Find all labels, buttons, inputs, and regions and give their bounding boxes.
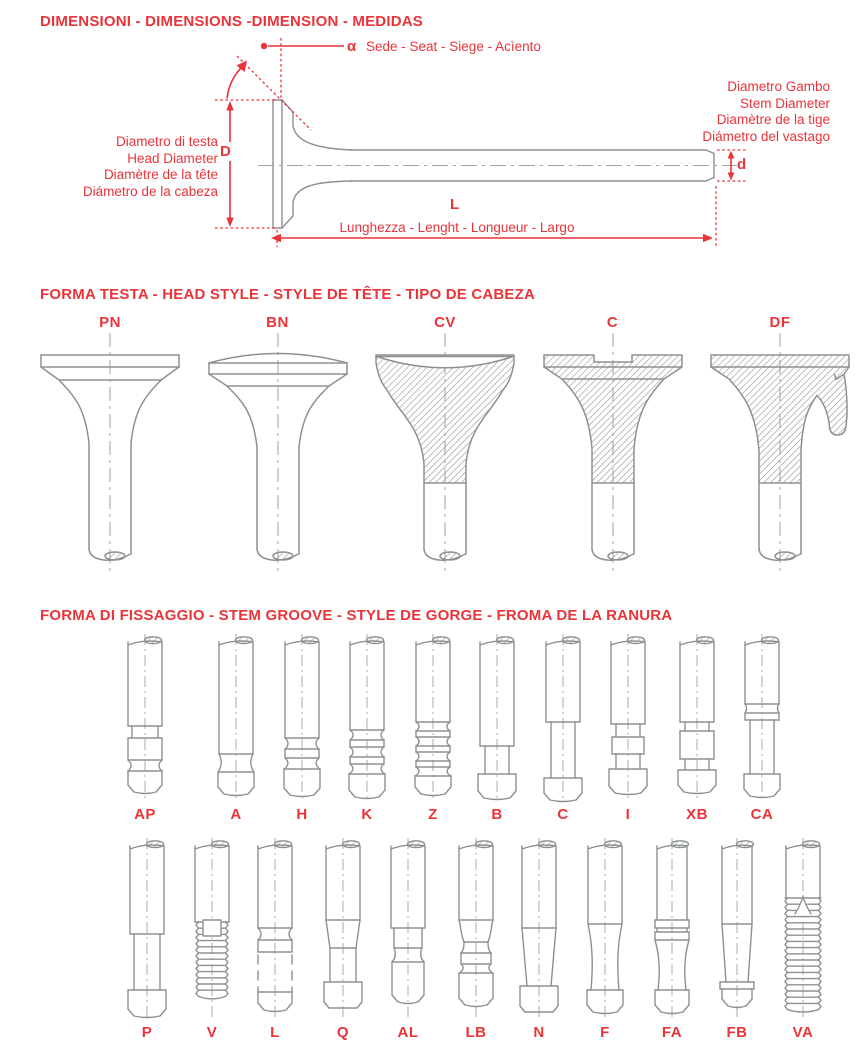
stem-groove-item-b bbox=[465, 634, 529, 823]
stem-groove-code: P bbox=[141, 1024, 153, 1041]
stem-groove-drawing-ap bbox=[115, 634, 175, 802]
stem-groove-item-al bbox=[376, 838, 440, 1041]
head-style-code: PN bbox=[99, 314, 121, 331]
stem-groove-code: Q bbox=[336, 1024, 350, 1041]
head-style-item-c bbox=[538, 314, 688, 578]
stem-groove-code: B bbox=[491, 806, 503, 823]
stem-groove-drawing-xb bbox=[667, 634, 727, 802]
stem-groove-code: XB bbox=[686, 806, 708, 823]
stem-groove-item-p bbox=[115, 838, 179, 1041]
stem-groove-drawing-ca bbox=[732, 634, 792, 802]
seat-label: Sede - Seat - Siege - Acìento bbox=[366, 39, 541, 54]
stem-groove-drawing-h bbox=[272, 634, 332, 802]
stem-groove-code: CA bbox=[750, 806, 774, 823]
seat-angle-symbol: α bbox=[347, 38, 357, 55]
stem-diameter-label bbox=[702, 79, 830, 145]
stem-groove-drawing-l bbox=[245, 838, 305, 1020]
stem-groove-code: LB bbox=[465, 1024, 487, 1041]
stem-groove-drawing-i bbox=[598, 634, 658, 802]
stem-groove-item-q bbox=[311, 838, 375, 1041]
stem-groove-drawing-v bbox=[182, 838, 242, 1020]
stem-groove-code: V bbox=[206, 1024, 218, 1041]
stem-groove-item-k bbox=[335, 634, 399, 823]
length-label: Lunghezza - Lenght - Longueur - Largo bbox=[339, 220, 575, 235]
head-style-drawing-c bbox=[538, 333, 688, 578]
stem-diameter-line-it: Diametro Gambo bbox=[727, 79, 830, 94]
head-style-drawing-bn bbox=[203, 333, 353, 578]
head-diameter-symbol: D bbox=[220, 143, 231, 160]
stem-groove-item-va bbox=[771, 838, 835, 1041]
stem-groove-item-lb bbox=[444, 838, 508, 1041]
head-diameter-line-es: Diámetro de la cabeza bbox=[82, 183, 218, 199]
stem-groove-item-n bbox=[507, 838, 571, 1041]
head-diameter-label bbox=[83, 134, 218, 200]
stem-groove-code: I bbox=[625, 806, 631, 823]
stem-groove-code: F bbox=[600, 1024, 610, 1041]
head-style-item-bn bbox=[203, 314, 353, 578]
stem-groove-code: FB bbox=[726, 1024, 748, 1041]
stem-groove-drawing-al bbox=[378, 838, 438, 1020]
stem-groove-code: VA bbox=[792, 1024, 814, 1041]
head-style-item-cv bbox=[370, 314, 520, 578]
stem-groove-code: L bbox=[270, 1024, 280, 1041]
stem-groove-code: K bbox=[361, 806, 373, 823]
stem-groove-drawing-a bbox=[206, 634, 266, 802]
stem-groove-drawing-va bbox=[773, 838, 833, 1020]
stem-groove-drawing-q bbox=[313, 838, 373, 1020]
head-style-item-df bbox=[705, 314, 855, 578]
stem-groove-code: A bbox=[230, 806, 242, 823]
dimension-extension-lines bbox=[215, 38, 748, 247]
head-style-code: BN bbox=[266, 314, 289, 331]
head-diameter-line-it: Diametro di testa bbox=[115, 134, 218, 149]
stem-groove-drawing-p bbox=[117, 838, 177, 1020]
stem-groove-code: C bbox=[557, 806, 569, 823]
stem-groove-drawing-z bbox=[403, 634, 463, 802]
stem-groove-drawing-fb bbox=[707, 838, 767, 1020]
stem-groove-drawing-b bbox=[467, 634, 527, 802]
stem-groove-drawing-c bbox=[533, 634, 593, 802]
stem-groove-drawing-fa bbox=[642, 838, 702, 1020]
stem-groove-drawing-lb bbox=[446, 838, 506, 1020]
stem-groove-item-fb bbox=[705, 838, 769, 1041]
stem-groove-item-a bbox=[204, 634, 268, 823]
stem-groove-section-title: FORMA DI FISSAGGIO - STEM GROOVE - STYLE DE GORGE - FROMA DE LA RANURA bbox=[40, 607, 673, 624]
stem-groove-item-c bbox=[531, 634, 595, 823]
stem-groove-drawing-n bbox=[509, 838, 569, 1020]
stem-diameter-line-fr: Diamètre de la tige bbox=[716, 112, 830, 127]
stem-groove-item-l bbox=[243, 838, 307, 1041]
stem-groove-item-i bbox=[596, 634, 660, 823]
stem-diameter-symbol: d bbox=[737, 156, 747, 173]
stem-groove-code: AL bbox=[397, 1024, 419, 1041]
stem-groove-code: Z bbox=[428, 806, 438, 823]
stem-groove-code: H bbox=[296, 806, 308, 823]
head-diameter-line-fr: Diamètre de la tête bbox=[103, 167, 218, 182]
dimension-arrowheads bbox=[226, 43, 734, 242]
head-style-code: C bbox=[606, 314, 619, 331]
stem-groove-item-ca bbox=[730, 634, 794, 823]
stem-groove-drawing-f bbox=[575, 838, 635, 1020]
stem-groove-item-f bbox=[573, 838, 637, 1041]
head-style-drawing-df bbox=[705, 333, 855, 578]
valve-outline bbox=[273, 100, 714, 228]
head-diameter-line-en: Head Diameter bbox=[127, 150, 218, 166]
dimensions-section-title: DIMENSIONI - DIMENSIONS -DIMENSION - MEDIDAS bbox=[40, 13, 423, 30]
stem-groove-item-ap bbox=[113, 634, 177, 823]
stem-groove-item-h bbox=[270, 634, 334, 823]
head-style-section-title: FORMA TESTA - HEAD STYLE - STYLE DE TÊTE - TIPO DE CABEZA bbox=[40, 286, 536, 303]
head-style-drawing-cv bbox=[370, 333, 520, 578]
stem-groove-code: N bbox=[533, 1024, 545, 1041]
stem-groove-item-xb bbox=[665, 634, 729, 823]
length-symbol: L bbox=[450, 196, 460, 213]
stem-diameter-line-en: Stem Diameter bbox=[739, 95, 830, 111]
stem-groove-code: AP bbox=[134, 806, 156, 823]
head-style-code: CV bbox=[434, 314, 456, 331]
dimension-lines bbox=[227, 46, 731, 238]
stem-groove-code: FA bbox=[661, 1024, 683, 1041]
head-style-item-pn bbox=[35, 314, 185, 578]
stem-groove-drawing-k bbox=[337, 634, 397, 802]
stem-groove-item-z bbox=[401, 634, 465, 823]
stem-groove-item-v bbox=[180, 838, 244, 1041]
stem-groove-item-fa bbox=[640, 838, 704, 1041]
stem-diameter-line-es: Diámetro del vastago bbox=[702, 128, 830, 144]
head-style-drawing-pn bbox=[35, 333, 185, 578]
head-style-code: DF bbox=[769, 314, 791, 331]
